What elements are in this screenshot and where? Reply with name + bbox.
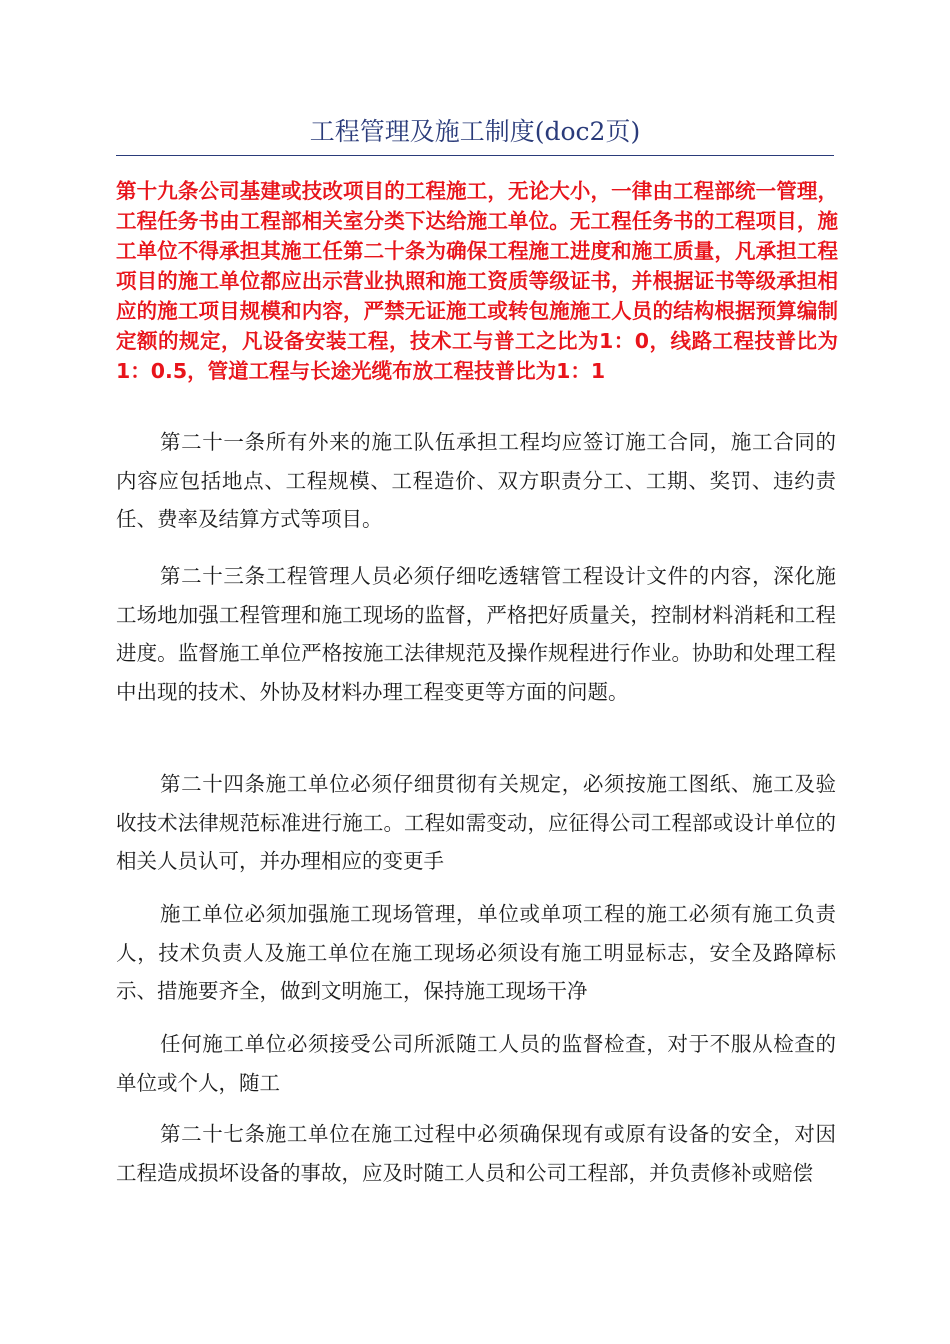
document-title: 工程管理及施工制度(doc2页) bbox=[309, 117, 641, 146]
paragraph-supervision: 任何施工单位必须接受公司所派随工人员的监督检查，对于不服从检查的单位或个人，随工 bbox=[116, 1032, 836, 1095]
paragraph-article-27: 第二十七条施工单位在施工过程中必须确保现有或原有设备的安全，对因工程造成损坏设备的事故，应及时随工人员和公司工程部，并负责修补或赔偿 bbox=[116, 1122, 836, 1185]
title-divider bbox=[116, 155, 834, 156]
paragraph-article-21: 第二十一条所有外来的施工队伍承担工程均应签订施工合同，施工合同的内容应包括地点、工程规模、工程造价、双方职责分工、工期、奖罚、违约责任、费率及结算方式等项目。 bbox=[116, 430, 836, 531]
paragraph-article-23: 第二十三条工程管理人员必须仔细吃透辖管工程设计文件的内容，深化施工场地加强工程管理和施工现场的监督，严格把好质量关，控制材料消耗和工程进度。监督施工单位严格按施工法律规范及操作规程进行作业。协助和处理工程中出现的技术、外协及材料办理工程变更等方面的问题。 bbox=[116, 564, 836, 704]
paragraph-site-management: 施工单位必须加强施工现场管理，单位或单项工程的施工必须有施工负责人，技术负责人及施工单位在施工现场必须设有施工明显标志，安全及路障标示、措施要齐全，做到文明施工，保持施工现场干净 bbox=[116, 902, 836, 1003]
paragraph-article-24: 第二十四条施工单位必须仔细贯彻有关规定，必须按施工图纸、施工及验收技术法律规范标准进行施工。工程如需变动，应征得公司工程部或设计单位的相关人员认可，并办理相应的变更手 bbox=[116, 772, 836, 873]
lead-paragraph-highlighted: 第十九条公司基建或技改项目的工程施工，无论大小，一律由工程部统一管理，工程任务书由工程部相关室分类下达给施工单位。无工程任务书的工程项目，施工单位不得承担其施工任第二十条为确保工程施工进度和施工质量，凡承担工程项目的施工单位都应出示营业执照和施工资质等级证书，并根据证书等级承担相应的施工项目规模和内容，严禁无证施工或转包施施工人员的结构根据预算编制定额的规定，凡设备安装工程，技术工与普工之比为1：0，线路工程技普比为1：0.5，管道工程与长途光缆布放工程技普比为1：1 bbox=[116, 179, 838, 383]
